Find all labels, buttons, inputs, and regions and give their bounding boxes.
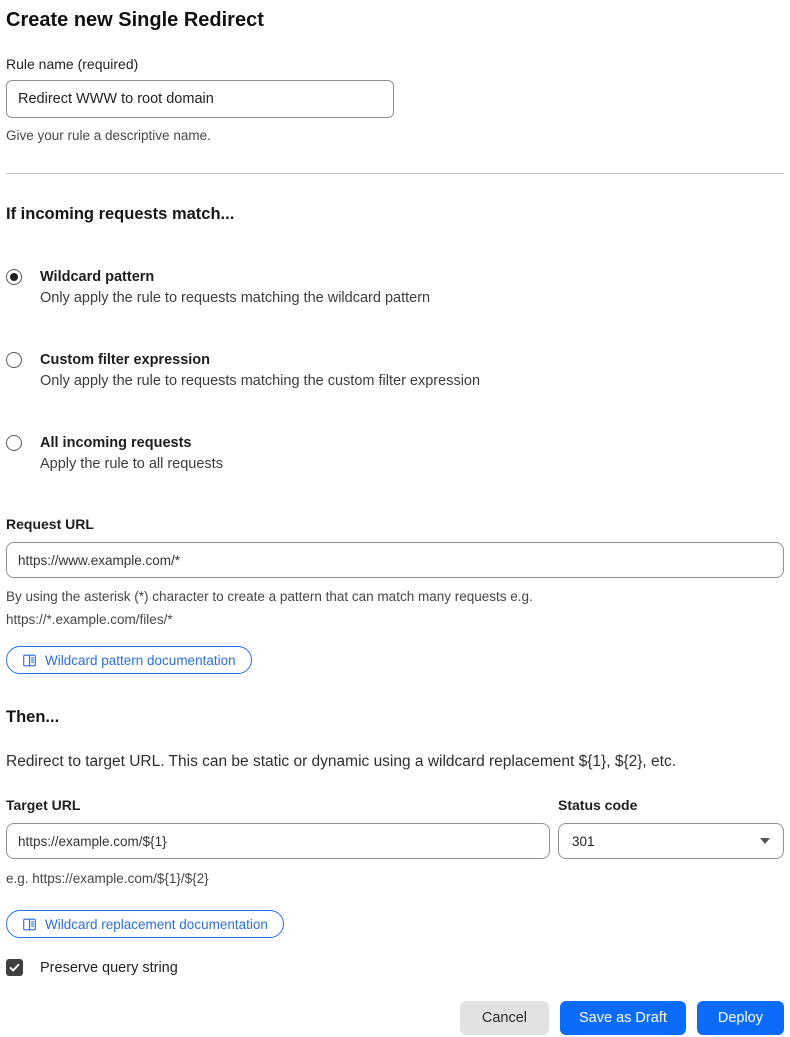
request-url-label: Request URL <box>6 516 94 532</box>
doc-button-label: Wildcard pattern documentation <box>45 652 236 668</box>
status-code-select[interactable] <box>558 823 784 859</box>
radio-text <box>40 267 430 309</box>
preserve-query-label: Preserve query string <box>40 959 178 976</box>
deploy-button[interactable]: Deploy <box>697 1001 784 1035</box>
book-icon <box>22 653 37 668</box>
cancel-button[interactable]: Cancel <box>460 1001 549 1035</box>
status-code-value: 301 <box>572 833 595 849</box>
preserve-query-string-row[interactable] <box>6 959 784 976</box>
radio-button[interactable] <box>6 435 22 451</box>
rule-name-help: Give your rule a descriptive name. <box>6 128 211 143</box>
wildcard-replacement-docs-button[interactable] <box>6 910 284 938</box>
radio-option-custom-filter-expression[interactable] <box>6 350 784 392</box>
save-as-draft-button[interactable]: Save as Draft <box>560 1001 686 1035</box>
status-code-column <box>558 797 784 859</box>
radio-button[interactable] <box>6 352 22 368</box>
radio-text <box>40 433 223 475</box>
status-code-label: Status code <box>558 797 638 813</box>
rule-name-label: Rule name (required) <box>6 56 139 72</box>
rule-name-input[interactable] <box>6 80 394 118</box>
section-divider <box>6 173 784 174</box>
target-url-status-row <box>6 797 784 890</box>
page-title: Create new Single Redirect <box>6 9 264 31</box>
check-icon <box>8 961 21 974</box>
radio-button-selected[interactable] <box>6 269 22 285</box>
radio-description: Apply the rule to all requests <box>40 456 223 472</box>
radio-text <box>40 350 480 392</box>
radio-label: Wildcard pattern <box>40 269 155 285</box>
preserve-query-checkbox[interactable] <box>6 959 23 976</box>
match-section-heading: If incoming requests match... <box>6 205 235 223</box>
radio-option-wildcard-pattern[interactable] <box>6 267 784 309</box>
request-url-input[interactable] <box>6 542 784 578</box>
form-actions <box>6 1001 784 1035</box>
then-section-heading: Then... <box>6 708 60 726</box>
target-url-column <box>6 797 550 890</box>
radio-description: Only apply the rule to requests matching the custom filter expression <box>40 373 481 389</box>
radio-label: Custom filter expression <box>40 352 211 368</box>
then-section-description: Redirect to target URL. This can be static or dynamic using a wildcard replacement ${1}, ${2}, etc. <box>6 753 677 770</box>
radio-description: Only apply the rule to requests matching the wildcard pattern <box>40 290 431 306</box>
radio-dot <box>10 273 18 281</box>
book-icon <box>22 917 37 932</box>
match-type-radio-group <box>6 267 784 475</box>
request-url-help: By using the asterisk (*) character to create a pattern that can match many requests e.g. https://*.example.com/files/* <box>6 589 533 627</box>
radio-label: All incoming requests <box>40 435 192 451</box>
target-url-label: Target URL <box>6 797 81 813</box>
chevron-down-icon <box>760 838 770 844</box>
target-url-input[interactable] <box>6 823 550 859</box>
doc-button-label: Wildcard replacement documentation <box>45 916 268 932</box>
wildcard-pattern-docs-button[interactable] <box>6 646 252 674</box>
radio-option-all-incoming-requests[interactable] <box>6 433 784 475</box>
target-url-help: e.g. https://example.com/${1}/${2} <box>6 871 209 886</box>
